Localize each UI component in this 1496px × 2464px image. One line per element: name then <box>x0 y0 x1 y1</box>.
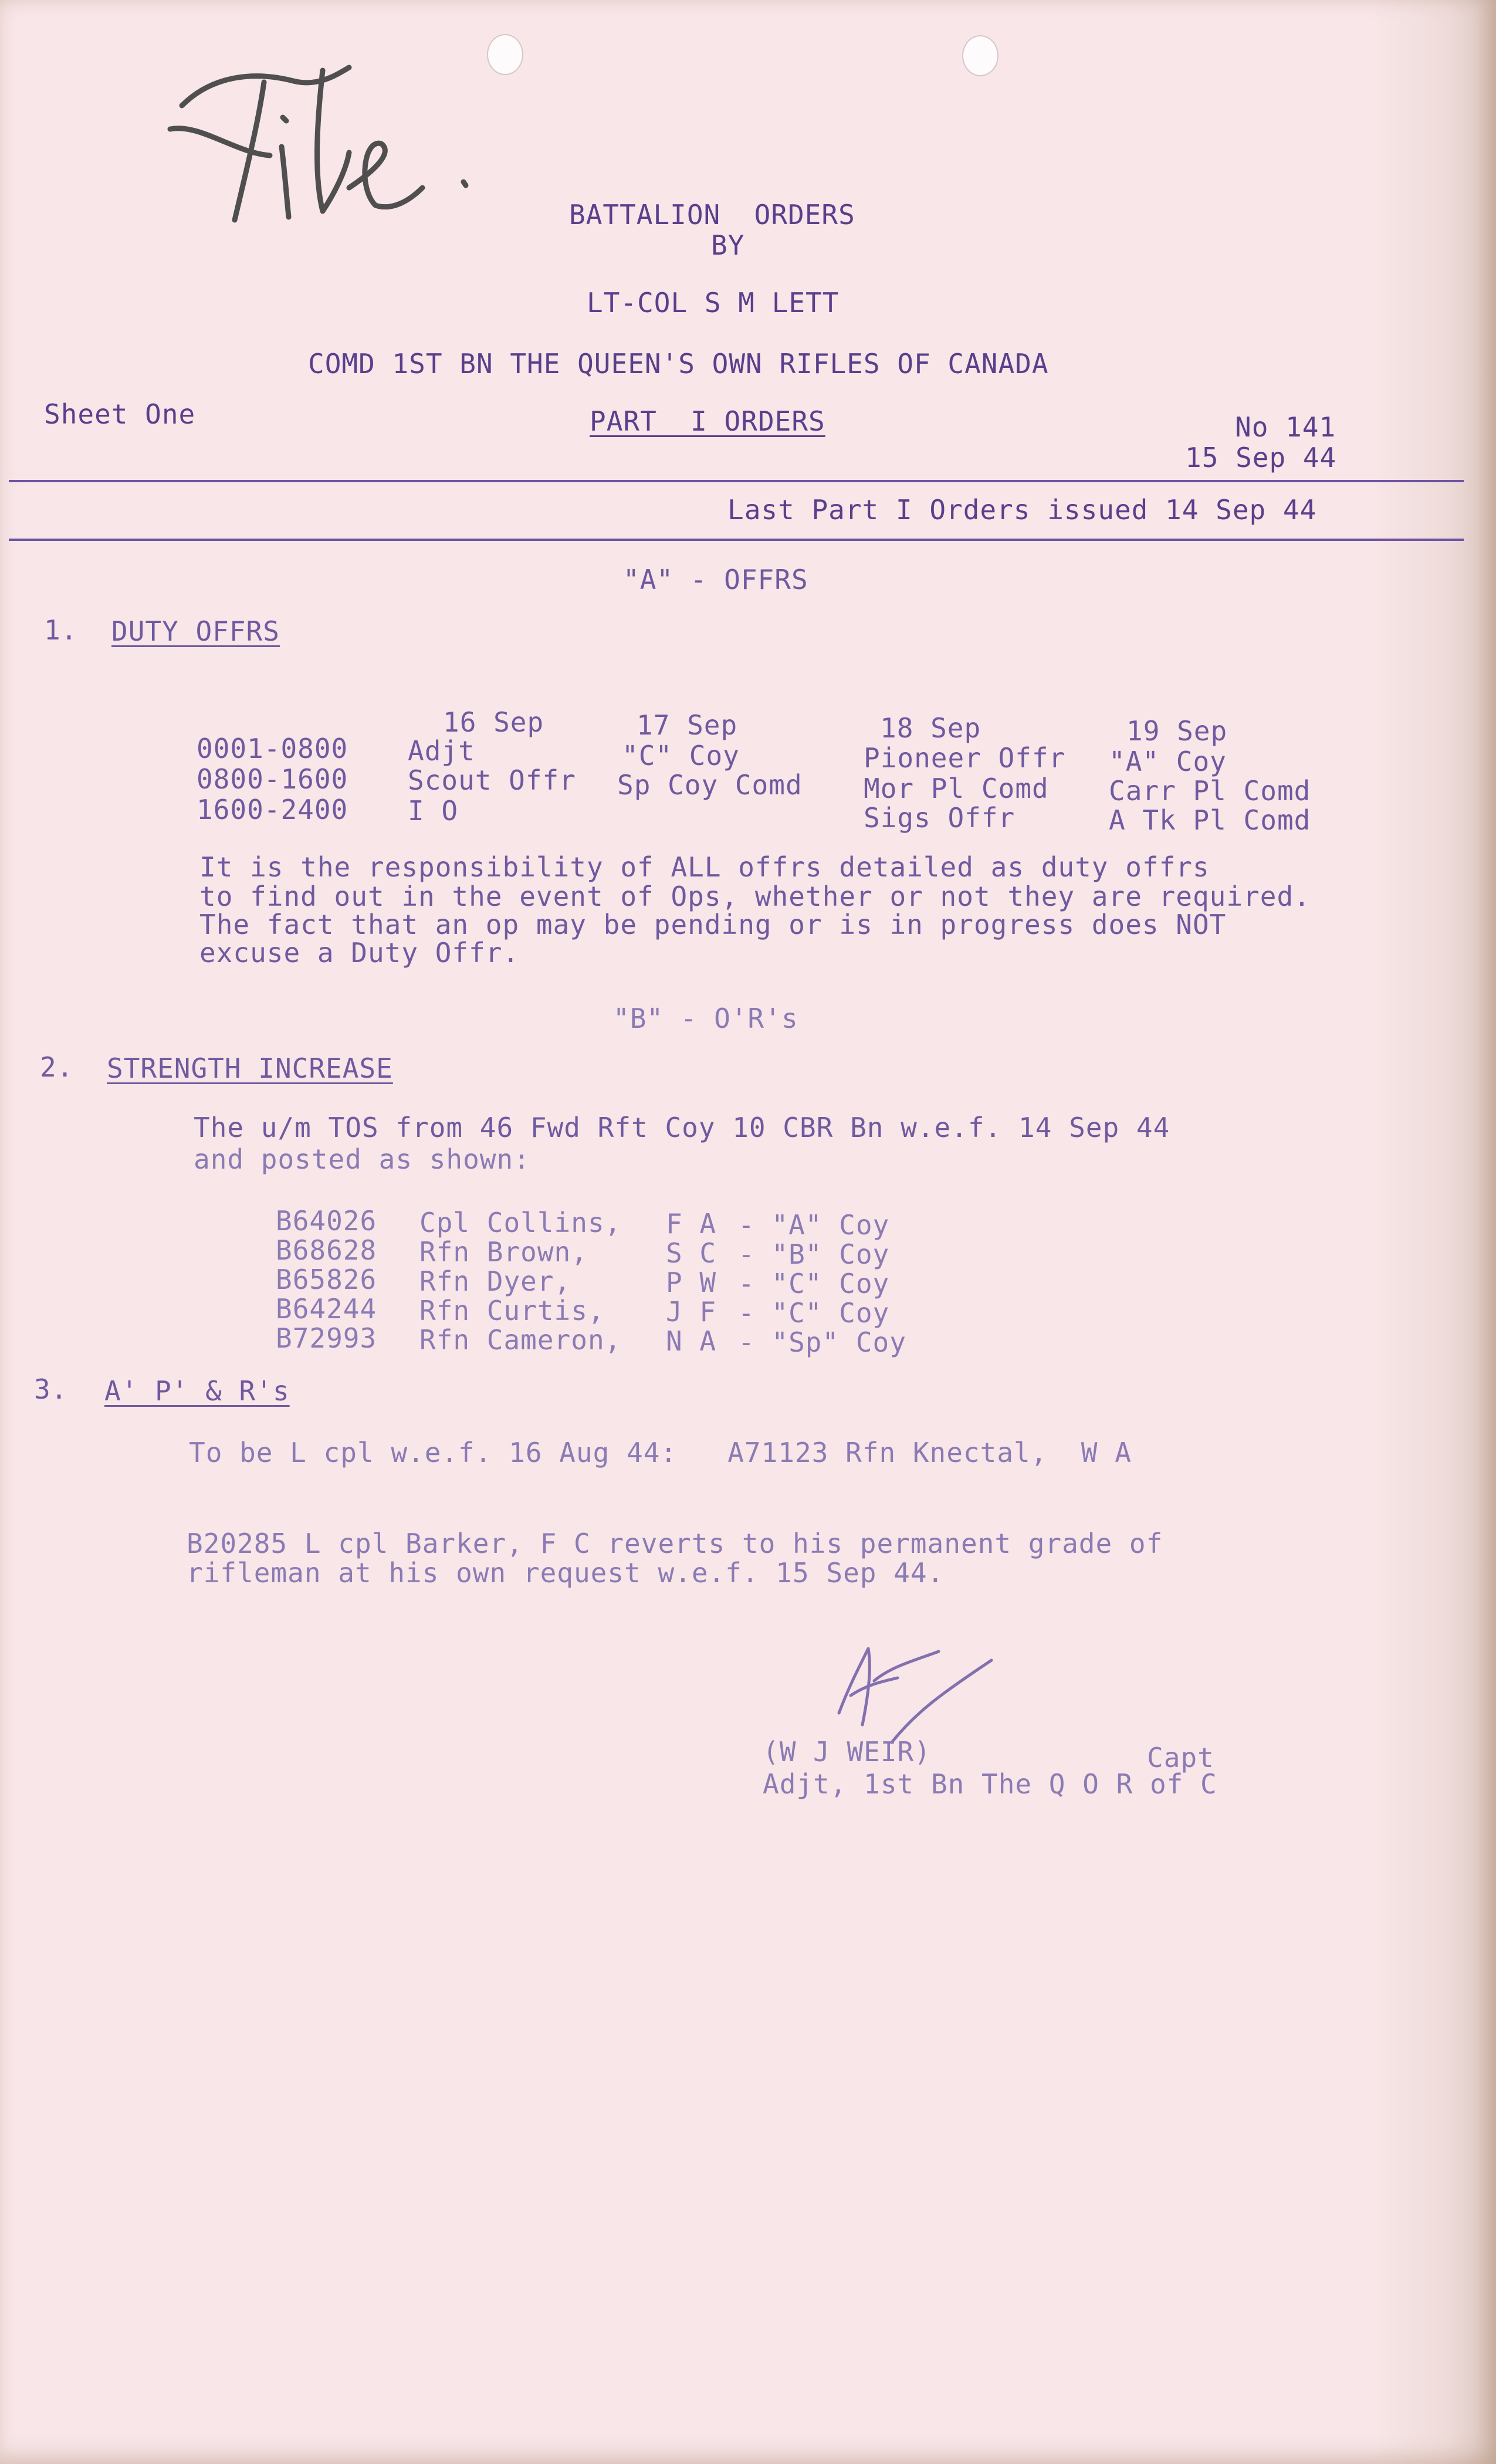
sheet-label: Sheet One <box>44 398 196 430</box>
posted-name: Cpl Collins, <box>419 1207 622 1238</box>
section-a-heading: "A" - OFFRS <box>623 564 808 595</box>
last-orders-line: Last Part I Orders issued 14 Sep 44 <box>727 494 1317 526</box>
duty-cell: Scout Offr <box>408 764 576 796</box>
posted-initials: J F <box>666 1296 717 1328</box>
duty-date-2: 17 Sep <box>637 709 738 741</box>
posted-initials: P W <box>666 1267 717 1298</box>
duty-note-line: to find out in the event of Ops, whether or not they are required. <box>199 881 1311 912</box>
duty-date-4: 19 Sep <box>1126 715 1228 747</box>
strength-intro-line: and posted as shown: <box>194 1143 530 1175</box>
posted-initials: S C <box>666 1237 717 1269</box>
duty-date-1: 16 Sep <box>443 706 544 738</box>
duty-cell: "C" Coy <box>622 740 740 771</box>
signatory-title: Adjt, 1st Bn The Q O R of C <box>763 1768 1217 1800</box>
posted-number: B64244 <box>276 1293 377 1325</box>
paper-edge-discoloration <box>1373 0 1496 2464</box>
item2-number: 2. <box>40 1051 74 1083</box>
posted-number: B68628 <box>276 1234 377 1266</box>
posted-number: B72993 <box>276 1322 377 1354</box>
posted-initials: N A <box>666 1325 717 1357</box>
duty-time-1: 0001-0800 <box>197 733 348 764</box>
duty-cell: I O <box>408 795 459 827</box>
strength-intro-line: The u/m TOS from 46 Fwd Rft Coy 10 CBR Bn w.e.f. 14 Sep 44 <box>194 1112 1170 1143</box>
item2-title: STRENGTH INCREASE <box>107 1052 393 1084</box>
header-rule-bottom <box>9 539 1464 541</box>
item1-number: 1. <box>44 614 78 646</box>
duty-note-line: It is the responsibility of ALL offrs detailed as duty offrs <box>199 851 1210 883</box>
duty-cell: Mor Pl Comd <box>864 773 1049 804</box>
duty-cell: Sigs Offr <box>864 802 1016 834</box>
duty-date-3: 18 Sep <box>880 712 981 744</box>
header-by: BY <box>711 229 745 261</box>
handwritten-file-note <box>147 35 522 246</box>
punch-hole-right <box>962 35 999 76</box>
posted-company: - "C" Coy <box>738 1297 890 1329</box>
duty-note-line: The fact that an op may be pending or is in progress does NOT <box>199 909 1227 940</box>
header-unit: COMD 1ST BN THE QUEEN'S OWN RIFLES OF CANADA <box>308 348 1049 380</box>
posted-company: - "B" Coy <box>738 1238 890 1270</box>
posted-name: Rfn Brown, <box>419 1236 588 1268</box>
posted-company: - "Sp" Coy <box>738 1326 906 1358</box>
appointment-line: To be L cpl w.e.f. 16 Aug 44: A71123 Rfn Knectal, W A <box>189 1437 1132 1468</box>
posted-number: B64026 <box>276 1205 377 1237</box>
duty-cell: Adjt <box>408 735 475 767</box>
order-date: 15 Sep 44 <box>1185 442 1337 473</box>
duty-time-3: 1600-2400 <box>197 794 348 825</box>
posted-number: B65826 <box>276 1264 377 1295</box>
posted-initials: F A <box>666 1208 717 1240</box>
posted-name: Rfn Dyer, <box>419 1265 571 1297</box>
revert-line: rifleman at his own request w.e.f. 15 Sep 44. <box>187 1557 945 1589</box>
duty-cell: "A" Coy <box>1109 746 1227 777</box>
duty-note-line: excuse a Duty Offr. <box>199 937 520 969</box>
item3-title: A' P' & R's <box>104 1375 290 1407</box>
posted-company: - "A" Coy <box>738 1209 890 1241</box>
header-rule-top <box>9 480 1464 482</box>
header-commander: LT-COL S M LETT <box>587 287 840 319</box>
order-number: No 141 <box>1235 411 1336 443</box>
posted-name: Rfn Cameron, <box>419 1324 622 1356</box>
section-b-heading: "B" - O'R's <box>613 1003 798 1034</box>
posted-name: Rfn Curtis, <box>419 1295 605 1326</box>
signature <box>815 1625 1003 1754</box>
revert-line: B20285 L cpl Barker, F C reverts to his permanent grade of <box>187 1528 1163 1559</box>
header-title: BATTALION ORDERS <box>569 199 855 231</box>
signatory-name: (W J WEIR) <box>763 1736 931 1768</box>
posted-company: - "C" Coy <box>738 1268 890 1299</box>
duty-cell: Sp Coy Comd <box>617 769 803 801</box>
duty-cell: Pioneer Offr <box>864 742 1066 774</box>
signatory-rank: Capt <box>1147 1742 1214 1773</box>
part-heading: PART I ORDERS <box>590 405 825 437</box>
duty-time-2: 0800-1600 <box>197 763 348 795</box>
duty-cell: Carr Pl Comd <box>1109 775 1311 807</box>
item3-number: 3. <box>34 1373 68 1405</box>
item1-title: DUTY OFFRS <box>111 615 280 647</box>
duty-cell: A Tk Pl Comd <box>1109 804 1311 836</box>
